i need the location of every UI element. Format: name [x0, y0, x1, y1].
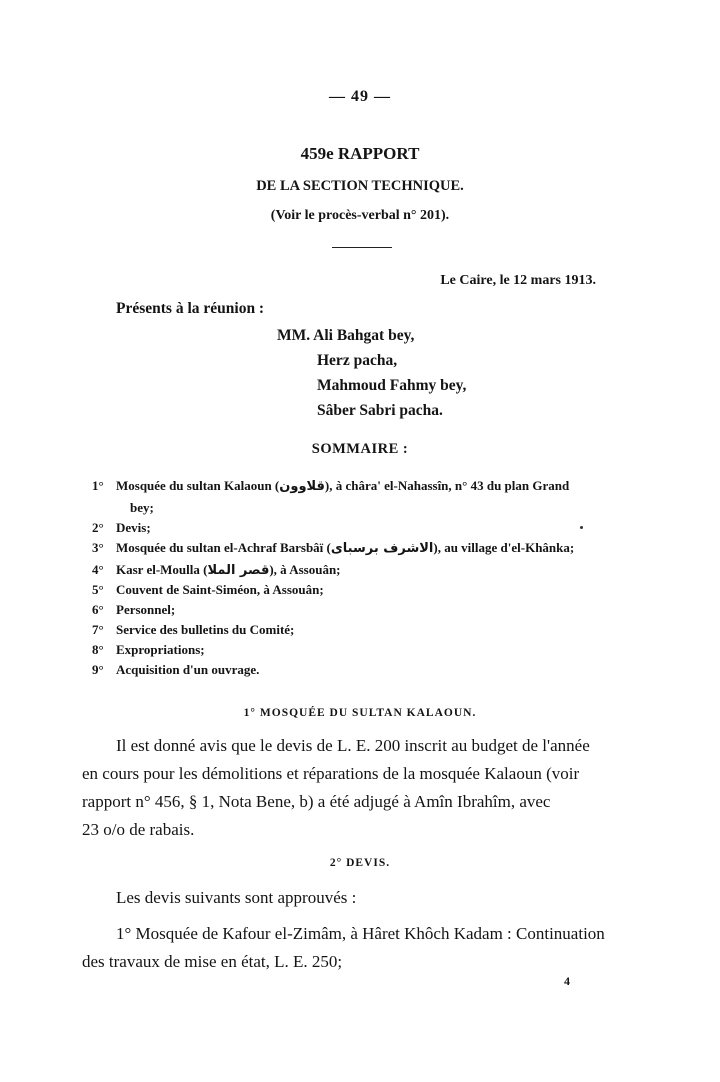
summary-item [92, 540, 574, 556]
summary-item-text: ), à Assouân; [269, 562, 341, 577]
arabic-name: قصر الملا [207, 563, 270, 578]
section-heading: 1° MOSQUÉE DU SULTAN KALAOUN. [243, 707, 477, 719]
member-line: Herz pacha, [317, 352, 398, 369]
summary-item-text: ), au village d'el-Khânka; [433, 540, 575, 555]
summary-item-text: Acquisition d'un ouvrage. [116, 662, 260, 677]
summary-item [92, 582, 324, 598]
paragraph-line: 1° Mosquée de Kafour el-Zimâm, à Hâret Khôch Kadam : Continuation [116, 924, 605, 943]
paragraph-line: Les devis suivants sont approuvés : [116, 888, 357, 907]
page-number: — 49 — [329, 88, 391, 105]
summary-item-number: 2° [92, 520, 104, 535]
summary-item-number: 7° [92, 622, 104, 637]
stray-dot [580, 526, 583, 529]
summary-item-text: Kasr el-Moulla ( [116, 562, 208, 577]
summary-item-number: 3° [92, 540, 104, 555]
summary-item-number: 1° [92, 478, 104, 493]
summary-item [92, 602, 175, 618]
summary-item-continuation: bey; [130, 500, 154, 515]
summary-item-text: Couvent de Saint-Siméon, à Assouân; [116, 582, 324, 597]
summary-item-number: 5° [92, 582, 104, 597]
summary-item-number: 4° [92, 562, 104, 577]
presents-label: Présents à la réunion : [116, 300, 265, 317]
summary-item-number: 9° [92, 662, 104, 677]
member-line: MM. Ali Bahgat bey, [277, 327, 415, 344]
arabic-name: قلاوون [279, 479, 325, 494]
summary-item [92, 520, 151, 536]
member-line: Mahmoud Fahmy bey, [317, 377, 467, 394]
date-line: Le Caire, le 12 mars 1913. [440, 273, 596, 288]
summary-item-text: Devis; [116, 520, 151, 535]
arabic-name: الاشرف برسباى [330, 541, 434, 556]
paragraph-line: rapport n° 456, § 1, Nota Bene, b) a été adjugé à Amîn Ibrahîm, avec [82, 792, 551, 811]
summary-item [92, 642, 205, 658]
summary-item-text: Mosquée du sultan Kalaoun ( [116, 478, 280, 493]
summary-item-number: 6° [92, 602, 104, 617]
report-subtitle: DE LA SECTION TECHNIQUE. [256, 178, 464, 194]
paragraph-line: 23 o/o de rabais. [82, 820, 195, 839]
report-reference: (Voir le procès-verbal n° 201). [270, 208, 450, 223]
paragraph-line: en cours pour les démolitions et réparations de la mosquée Kalaoun (voir [82, 764, 580, 783]
summary-item-text: ), à châra' el-Nahassîn, n° 43 du plan Grand [324, 478, 570, 493]
summary-item-text: Personnel; [116, 602, 176, 617]
paragraph-line: Il est donné avis que le devis de L. E. 200 inscrit au budget de l'année [116, 736, 590, 755]
summary-item-text: Expropriations; [116, 642, 205, 657]
summary-item-number: 8° [92, 642, 104, 657]
paragraph-line: des travaux de mise en état, L. E. 250; [82, 952, 343, 971]
summary-item-text: Service des bulletins du Comité; [116, 622, 295, 637]
summary-item [92, 662, 259, 678]
section-heading: 2° DEVIS. [329, 857, 391, 869]
signature-mark: 4 [564, 974, 570, 988]
member-line: Sâber Sabri pacha. [317, 402, 443, 419]
summary-item [92, 562, 341, 578]
sommaire-heading: SOMMAIRE : [311, 441, 409, 457]
separator-rule [332, 247, 392, 248]
summary-item [92, 622, 294, 638]
report-title: 459e RAPPORT [300, 144, 420, 163]
summary-item [92, 478, 569, 494]
summary-item-text: Mosquée du sultan el-Achraf Barsbâï ( [116, 540, 331, 555]
